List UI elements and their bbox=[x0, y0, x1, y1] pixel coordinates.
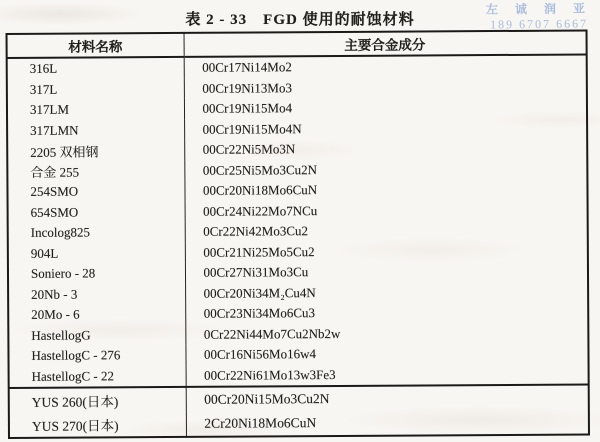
alloy-composition-cell: 00Cr17Ni14Mo2 bbox=[202, 59, 292, 76]
table-row bbox=[9, 384, 589, 413]
material-name-cell: Soniero - 28 bbox=[8, 263, 185, 285]
alloy-composition-cell: 00Cr16Ni56Mo16w4 bbox=[203, 346, 316, 363]
material-name-cell: 2205 双相钢 bbox=[7, 140, 184, 162]
material-name-cell: 317LM bbox=[7, 99, 184, 121]
alloy-composition-cell: 00Cr21Ni25Mo5Cu2 bbox=[203, 243, 315, 260]
material-name-cell: HastellogC - 22 bbox=[9, 365, 186, 388]
material-name-cell: YUS 270(日本) bbox=[9, 412, 186, 438]
material-name-cell: 654SMO bbox=[8, 201, 185, 223]
table-header bbox=[7, 30, 587, 58]
alloy-composition-cell: 00Cr20Ni34M₂Cu4N bbox=[203, 284, 316, 301]
alloy-composition-cell: 00Cr20Ni18Mo6CuN bbox=[202, 182, 318, 199]
header-row bbox=[7, 30, 587, 58]
table-body-main bbox=[7, 54, 589, 388]
alloy-composition-cell: 0Cr22Ni44Mo7Cu2Nb2w bbox=[203, 325, 341, 342]
column-header-alloy-composition: 主要合金成分 bbox=[184, 30, 587, 56]
table-title: 表 2 - 33 FGD 使用的耐蚀材料 bbox=[185, 12, 415, 28]
alloy-composition-cell: 00Cr19Ni15Mo4N bbox=[202, 120, 302, 137]
alloy-composition-cell: 00Cr23Ni34Mo6Cu3 bbox=[203, 305, 316, 322]
material-name-cell: 904L bbox=[8, 242, 185, 264]
material-name-cell: Incolog825 bbox=[8, 222, 185, 244]
alloy-composition-cell: 00Cr20Ni15Mo3Cu2N bbox=[204, 391, 330, 407]
material-name-cell: 20Nb - 3 bbox=[8, 283, 185, 305]
material-name-cell: 317L bbox=[7, 78, 184, 100]
column-header-material-name: 材料名称 bbox=[7, 33, 184, 58]
material-name-cell: 254SMO bbox=[7, 181, 184, 203]
alloy-composition-cell: 00Cr22Ni61Mo13w3Fe3 bbox=[204, 366, 336, 383]
alloy-composition-cell: 00Cr19Ni15Mo4 bbox=[202, 100, 293, 117]
material-name-cell: 317LMN bbox=[7, 119, 184, 141]
alloy-composition-cell: 00Cr27Ni31Mo3Cu bbox=[203, 264, 309, 281]
watermark-company-text: 左 诚 润 亚 bbox=[485, 1, 592, 17]
table-row bbox=[9, 409, 589, 438]
alloy-composition-cell: 0Cr22Ni42Mo3Cu2 bbox=[203, 223, 309, 240]
alloy-composition-cell: 00Cr25Ni5Mo3Cu2N bbox=[202, 161, 318, 178]
alloy-composition-cell: 00Cr24Ni22Mo7NCu bbox=[203, 202, 318, 219]
alloy-composition-cell: 2Cr20Ni18Mo6CuN bbox=[204, 415, 317, 431]
materials-table bbox=[6, 29, 590, 439]
material-name-cell: 316L bbox=[7, 57, 184, 80]
material-name-cell: 合金 255 bbox=[7, 160, 184, 182]
watermark-phone-number: 189 6707 6667 bbox=[489, 16, 589, 32]
material-name-cell: 20Mo - 6 bbox=[8, 304, 185, 326]
material-name-cell: HastellogG bbox=[8, 324, 185, 346]
material-name-cell: HastellogC - 276 bbox=[8, 345, 185, 367]
alloy-composition-cell: 00Cr19Ni13Mo3 bbox=[202, 80, 292, 96]
material-name-cell: YUS 260(日本) bbox=[9, 387, 186, 413]
alloy-composition-cell: 00Cr22Ni5Mo3N bbox=[202, 141, 296, 158]
table-body-yus bbox=[9, 384, 589, 438]
